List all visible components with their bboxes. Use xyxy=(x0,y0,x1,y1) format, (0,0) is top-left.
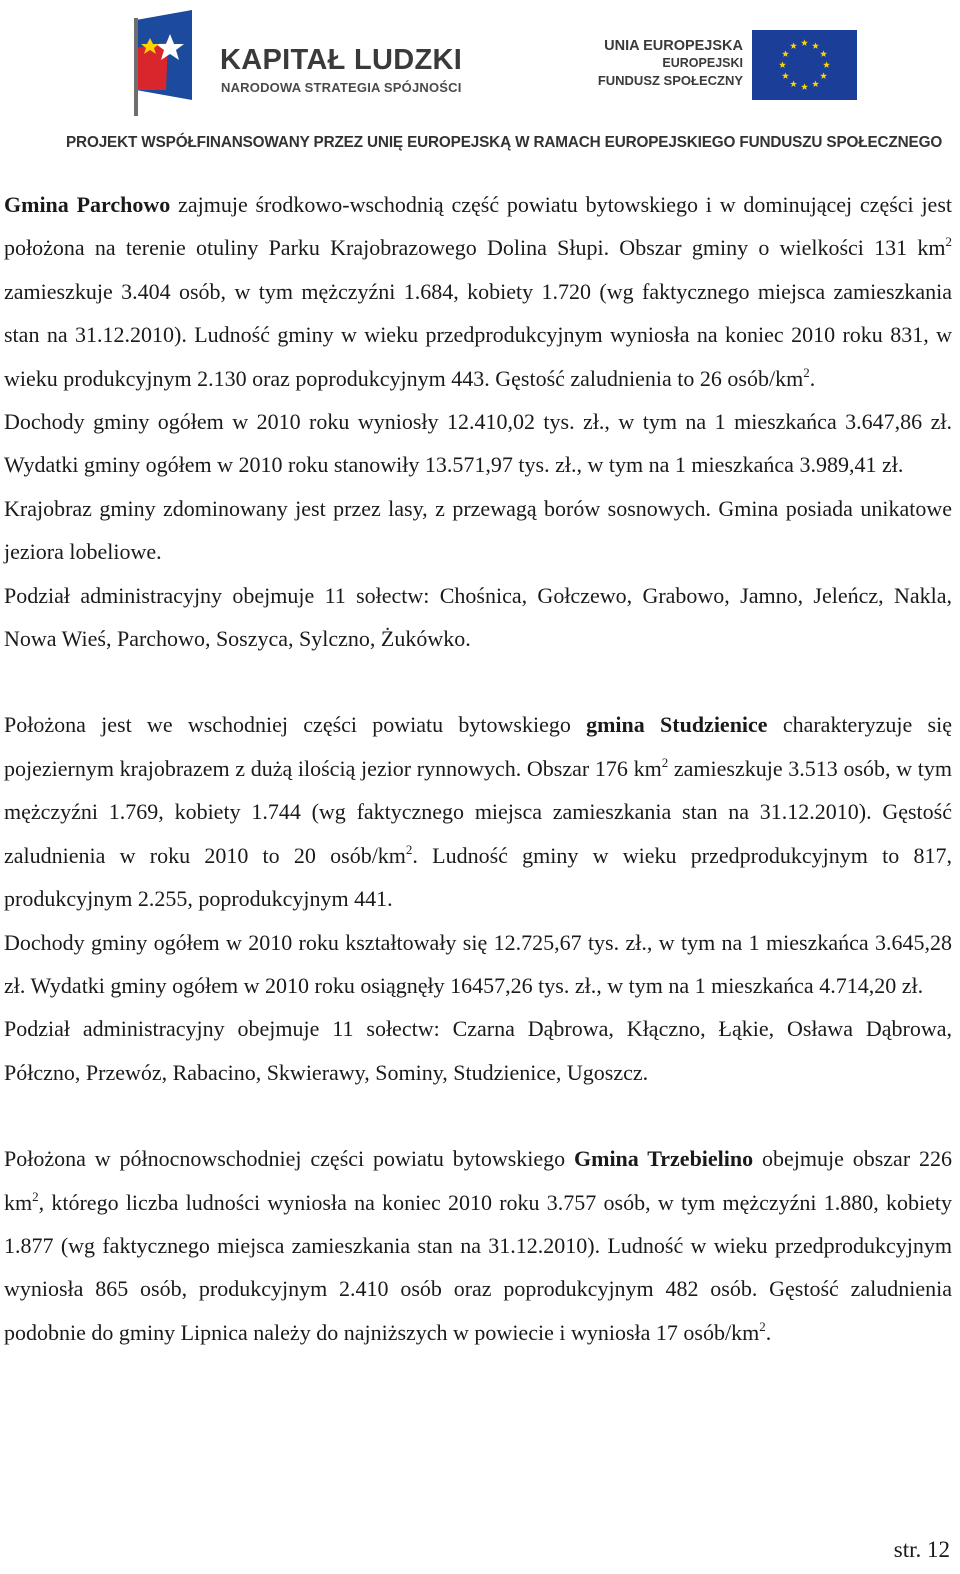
page-number: str. 12 xyxy=(893,1537,950,1562)
parchowo-paragraph-2: Dochody gminy ogółem w 2010 roku wyniosły 12.410,02 tys. zł., w tym na 1 mieszkańca 3.647,86 zł. Wydatki gminy ogółem w 2010 roku stanowiły 13.571,97 tys. zł., w tym na 1 mieszkańca 3.989,41 zł. xyxy=(4,409,952,478)
superscript: 2 xyxy=(759,1318,766,1334)
text-span: zamieszkuje 3.404 osób, w tym mężczyźni 1.684, kobiety 1.720 (wg faktycznego miejsca zamieszkania stan na 31.12.2010). Ludność gminy w wieku przedprodukcyjnym wyniosła na koniec 2010 roku 831, w wieku produkcyjnym 2.130 oraz poprodukcyjnym 443. Gęstość zaludnienia to 26 osób/km xyxy=(4,278,952,391)
text-span: obejmuje obszar 226 km xyxy=(4,1146,952,1215)
superscript: 2 xyxy=(945,234,952,250)
text-span: charakteryzuje się pojeziernym krajobrazem z dużą ilością jezior rynnowych. Obszar 176 km xyxy=(4,712,952,781)
ue-line-3: FUNDUSZ SPOŁECZNY xyxy=(597,73,743,88)
text-span: Położona jest we wschodniej części powiatu bytowskiego xyxy=(4,712,587,738)
text-span: . xyxy=(765,1319,772,1345)
parchowo-paragraph-4: Podział administracyjny obejmuje 11 sołectw: Chośnica, Gołczewo, Grabowo, Jamno, Jeleńcz, Nakla, Nowa Wieś, Parchowo, Soszyca, Sylczno, Żukówko. xyxy=(4,582,952,652)
kapital-ludzki-title: KAPITAŁ LUDZKI xyxy=(220,44,463,76)
kapital-ludzki-subtitle: NARODOWA STRATEGIA SPÓJNOŚCI xyxy=(221,80,462,95)
project-cofinancing-line: PROJEKT WSPÓŁFINANSOWANY PRZEZ UNIĘ EUROPEJSKĄ W RAMACH EUROPEJSKIEGO FUNDUSZU SPOŁECZNEGO xyxy=(66,134,943,151)
superscript: 2 xyxy=(803,364,810,380)
studzienice-paragraph-3: Podział administracyjny obejmuje 11 sołectw: Czarna Dąbrowa, Kłączno, Łąkie, Osława Dąbrowa, Półczno, Przewóz, Rabacino, Skwierawy, Sominy, Studzienice, Ugoszcz. xyxy=(4,1016,952,1085)
text-span: zamieszkuje 3.513 osób, w tym mężczyźni 1.769, kobiety 1.744 (wg faktycznego miejsca zamieszkania stan na 31.12.2010). Gęstość zaludnienia w roku 2010 to 20 osób/km xyxy=(4,755,952,868)
text-span: Położona w północnowschodniej części powiatu bytowskiego xyxy=(4,1146,574,1172)
text-span: . Ludność gminy w wieku przedprodukcyjnym to 817, produkcyjnym 2.255, poprodukcyjnym 441. xyxy=(4,842,952,912)
parchowo-paragraph-1 xyxy=(4,183,952,400)
parchowo-paragraph-3: Krajobraz gminy zdominowany jest przez lasy, z przewagą borów sosnowych. Gmina posiada unikatowe jeziora lobeliowe. xyxy=(4,495,952,565)
document-body xyxy=(4,183,952,1354)
superscript: 2 xyxy=(661,754,669,770)
gmina-trzebielino-name: Gmina Trzebielino xyxy=(574,1146,754,1172)
text-span: , którego liczba ludności wyniosła na koniec 2010 roku 3.757 osób, w tym mężczyźni 1.880, kobiety 1.877 (wg faktycznego miejsca zamieszkania stan na 31.12.2010). Ludność w wieku przedprodukcyjnym wyniosła 865 osób, produkcyjnym 2.410 osób oraz poprodukcyjnym 482 osób. Gęstość zaludnienia podobnie do gminy Lipnica należy do najniższych w powiecie i wyniosła 17 osób/km xyxy=(4,1189,952,1345)
kapital-ludzki-flag-icon xyxy=(128,8,196,118)
text-span: zajmuje środkowo-wschodnią część powiatu bytowskiego i w dominującej części jest położona na terenie otuliny Parku Krajobrazowego Dolina Słupi. Obszar gminy o wielkości 131 km xyxy=(4,192,952,261)
gmina-studzienice-name: gmina Studzienice xyxy=(586,712,768,738)
section-gap xyxy=(4,1094,952,1137)
ue-line-2: EUROPEJSKI xyxy=(662,56,743,70)
section-gap xyxy=(4,660,952,703)
text-span: . xyxy=(809,365,816,391)
trzebielino-paragraph-1 xyxy=(4,1137,952,1354)
header-logos xyxy=(0,0,960,165)
eu-flag-icon xyxy=(752,30,857,100)
superscript: 2 xyxy=(32,1188,39,1204)
ue-label xyxy=(585,38,743,89)
studzienice-paragraph-1 xyxy=(4,703,952,920)
gmina-parchowo-name: Gmina Parchowo xyxy=(4,192,171,217)
studzienice-paragraph-2: Dochody gminy ogółem w 2010 roku kształtowały się 12.725,67 tys. zł., w tym na 1 mieszkańca 3.645,28 zł. Wydatki gminy ogółem w 2010 roku osiągnęły 16457,26 tys. zł., w tym na 1 mieszkańca 4.714,20 zł. xyxy=(4,929,952,998)
superscript: 2 xyxy=(405,841,413,857)
ue-line-1: UNIA EUROPEJSKA xyxy=(604,38,743,54)
